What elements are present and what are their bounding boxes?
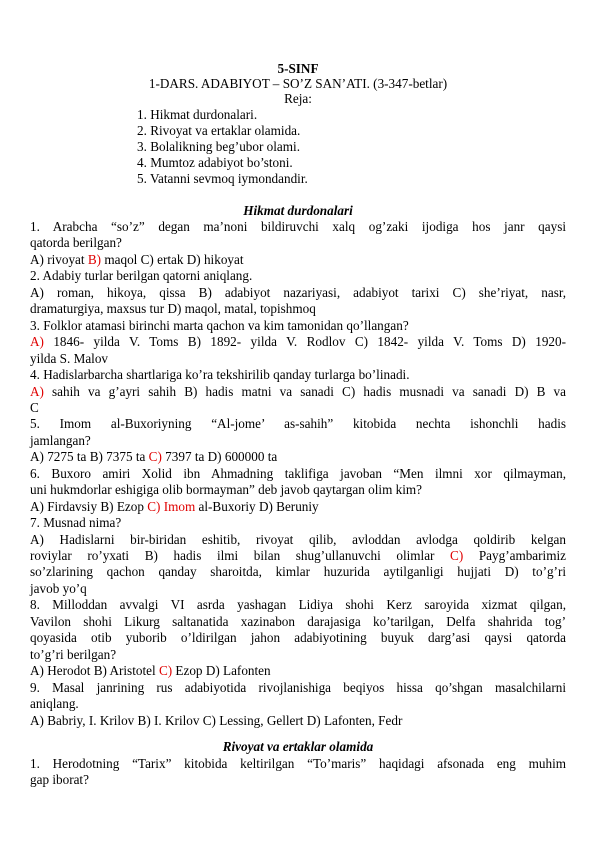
text-line: C [30,399,39,415]
answer-marker: A) [30,334,44,350]
text-line: 7. Musnad nima? [30,515,122,531]
text-line: A) rivoyat B) maqol C) ertak D) hikoyat [30,251,244,267]
plan-item: 5. Vatanni sevmoq iymondandir. [137,171,308,186]
text-line: javob yo’q [30,580,87,596]
text-line: 3. Folklor atamasi birinchi marta qachon va kim tamonidan qo’llangan? [30,317,409,333]
text-line: 1. Arabcha “so’z” degan ma’noni bildiruvchi xalq og’zaki ijodiga hos janr qaysi [30,219,566,234]
text-line: dramaturgiya, maxsus tur D) maqol, matal, topishmoq [30,301,316,317]
answer-marker: C) Imom [147,498,196,514]
plan-item: 4. Mumtoz adabiyot bo’stoni. [137,155,293,170]
text-line: yilda S. Malov [30,350,109,366]
text-line: 6. Buxoro amiri Xolid ibn Ahmadning taklifiga javoban “Men ilmni xor qilmayman, [30,465,566,481]
text-line: aniqlang. [30,696,79,712]
text-line: so’zlarining qachon qanday sharoitda, kimlar huzurida aytilganligi hujjati D) to’g’ri [30,564,566,580]
text-line: A) Hadislarni bir-biridan eshitib, rivoyat qilib, avloddan avlodga qoldirib kelgan [30,531,566,547]
text-line: 2. Adabiy turlar berilgan qatorni aniqlang. [30,268,253,284]
text-line: 8. Milloddan avvalgi VI asrda yashagan Lidiya shohi Kerz saroyida xizmat qilgan, [30,597,566,613]
text-line: A) 7275 ta B) 7375 ta C) 7397 ta D) 600000 ta [30,449,278,465]
text-line: A) Firdavsiy B) Ezop C) Imom al-Buxoriy D) Beruniy [30,498,319,514]
text-line: jamlangan? [30,432,91,448]
grade-heading: 5-SINF [277,61,319,76]
text-line: A) roman, hikoya, qissa B) adabiyot nazariyasi, adabiyot tarixi C) she’riyat, nasr, [30,284,566,300]
text-line: 4. Hadislarbarcha shartlariga ko’ra tekshirilib qanday turlarga bo’linadi. [30,367,410,383]
text-line: 9. Masal janrining rus adabiyotida rivojlanishiga beqiyos hissa qo’shgan masalchilarni [30,679,566,695]
text-line: qoyasida otib yuborib o’ldirilgan jahon adabiyotining buyuk darg’asi qaysi qatorda [30,630,566,646]
section-title-rivoyat: Rivoyat va ertaklar olamida [222,739,374,754]
answer-marker: C) [148,449,162,465]
answer-marker: C) [450,548,464,563]
text-line: 5. Imom al-Buxoriyning “Al-jome’ as-sahih” kitobida nechta ishonchli hadis [30,416,566,432]
text-line: Vavilon shohi Likurg saltanatida xazinabon darajasiga ko’tarilgan, Delfa shahrida tog’ [30,613,566,629]
lesson-title: 1-DARS. ADABIYOT – SO’Z SAN’ATI. (3-347-betlar) [148,76,448,91]
text-line: roviylar ro’yxati B) hadis ilmi bilan shug’ullanuvchi olimlar C) Payg’ambarimiz [30,548,566,563]
answer-marker: A) [30,383,44,399]
answer-marker: B) [87,251,102,267]
text-line: to’g’ri berilgan? [30,646,117,662]
text-line: A) sahih va g’ayri sahih B) hadis matni va sanadi C) hadis musnadi va sanadi D) B va [30,383,566,399]
text-line: 1. Herodotning “Tarix” kitobida keltirilgan “To’maris” haqidagi afsonada eng muhim [30,756,566,771]
text-line: uni hukmdorlar eshigiga olib bormayman” deb javob qaytargan olim kim? [30,482,422,498]
section-title-hikmat: Hikmat durdonalari [243,203,353,218]
text-line: A) Babriy, I. Krilov B) I. Krilov C) Lessing, Gellert D) Lafonten, Fedr [30,712,403,728]
plan-item: 2. Rivoyat va ertaklar olamida. [137,123,301,138]
answer-marker: C) [158,663,173,679]
plan-item: 1. Hikmat durdonalari. [137,107,258,122]
text-line: A) Herodot B) Aristotel C) Ezop D) Lafonten [30,663,271,679]
text-line: qatorda berilgan? [30,235,122,251]
text-line: gap iborat? [30,772,89,788]
plan-item: 3. Bolalikning beg’ubor olami. [137,139,300,154]
text-line: A) 1846- yilda V. Toms B) 1892- yilda V. Rodlov C) 1842- yilda V. Toms D) 1920- [30,334,566,350]
plan-label: Reja: [284,91,312,106]
